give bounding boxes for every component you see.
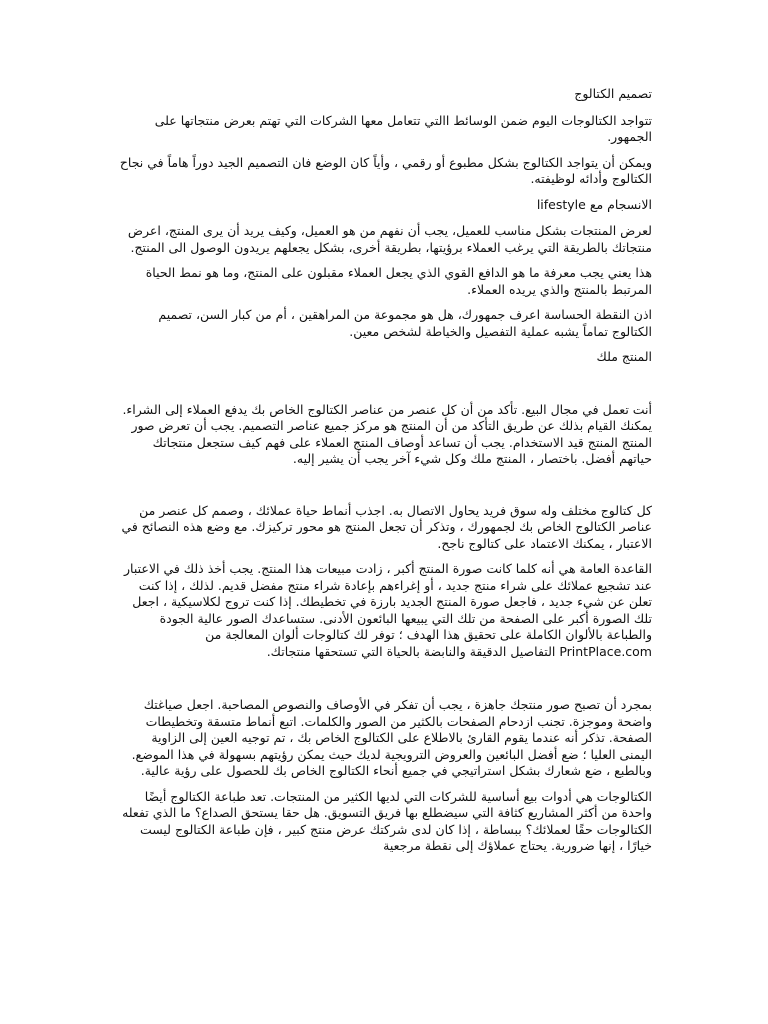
blank-gap <box>118 669 652 697</box>
intro-paragraph-2: ويمكن أن يتواجد الكتالوج بشكل مطبوع أو رقمي ، وأياً كان الوضع فان التصميم الجيد دوراً هاماً في نجاح الكتالوج وأدائه لوظيفته. <box>119 154 652 186</box>
blank-gap <box>118 376 652 402</box>
section-heading-product: المنتج ملك <box>596 349 652 364</box>
section-heading-lifestyle: الانسجام مع lifestyle <box>536 196 652 212</box>
lifestyle-paragraph-3: اذن النقطة الحساسة اعرف جمهورك، هل هو مجموعة من المراهقين ، أم من كبار السن، تصميم الكتالوج تماماً يشبه عملية التفصيل والخياطة لشخص معين. <box>158 307 652 339</box>
lifestyle-paragraph-2: هذا يعني يجب معرفة ما هو الدافع القوي الذي يجعل العملاء مقبلون على المنتج، وما هو نمط الحياة المرتبط بالمنتج والذي يريده العملاء. <box>145 265 652 297</box>
blank-gap <box>118 477 652 503</box>
lifestyle-paragraph-1: لعرض المنتجات بشكل مناسب للعميل، يجب أن نفهم من هو العميل، وكيف يريد أن يرى المنتج، اعرض منتجاتك بالطريقة التي يرغب العملاء برؤيتها، بطريقة أخرى، بشكل يجعلهم يريدون الوصول الى المنتج. <box>127 223 652 255</box>
product-paragraph-1: أنت تعمل في مجال البيع. تأكد من أن كل عنصر من عناصر الكتالوج الخاص بك يدفع العملاء إلى الشراء. يمكنك القيام بذلك عن طريق التأكد من أن المنتج هو مركز جميع عناصر التصميم. يجب أن تعرض صور المنتج المنتج قيد الاستخدام. يجب أن تساعد أوصاف المنتج العملاء على فهم كيف ستجعل منتجاتك حياتهم أفضل. باختصار ، المنتج ملك وكل شيء آخر يجب أن يشير إليه. <box>122 401 652 466</box>
document-page <box>118 86 652 864</box>
layout-paragraph-2: الكتالوجات هي أدوات بيع أساسية للشركات التي لديها الكثير من المنتجات. تعد طباعة الكتالوج أيضًا واحدة من أكثر المشاريع كثافة التي سيضطلع بها فريق التسويق. هل حقا يستحق الصداع؟ ما الذي تفعله الكتالوجات حقًا لعملائك؟ ببساطة ، إذا كان لدى شركتك عرض منتج كبير ، فإن طباعة الكتالوج ليست خيارًا ، إنها ضرورية. يحتاج عملاؤك إلى نقطة مرجعية <box>122 788 652 853</box>
document-title: تصميم الكتالوج <box>574 86 652 101</box>
catalog-paragraph-1: كل كتالوج مختلف وله سوق فريد يحاول الاتصال به. اجذب أنماط حياة عملائك ، وصمم كل عنصر من عناصر الكتالوج الخاص بك لجمهورك ، وتذكر أن تجعل المنتج هو محور تركيزك. مع وضع هذه النصائح في الاعتبار ، يمكنك الاعتماد على كتالوج ناجح. <box>121 502 652 551</box>
intro-paragraph-1: تتواجد الكتالوجات اليوم ضمن الوسائط االتي تتعامل معها الشركات التي تهتم بعرض منتجاتها على الجمهور. <box>154 112 652 144</box>
catalog-paragraph-2: القاعدة العامة هي أنه كلما كانت صورة المنتج أكبر ، زادت مبيعات هذا المنتج. يجب أخذ ذلك في الاعتبار عند تشجيع عملائك على شراء منتج جديد ، أو إغراءهم بإعادة شراء منتج مفضل قديم. لذلك ، إذا كنت تعلن عن شيء جديد ، فاجعل صورة المنتج الجديد بارزة في تخطيطك. إذا كنت تروج لكلاسيكية ، اجعل تلك الصورة أكبر على الصفحة من تلك التي يبيعها البائعون الأدنى. ستساعدك الصور عالية الجودة والطباعة بالألوان الكاملة على تحقيق هذا الهدف ؛ توفر لك كتالوجات ألوان المعالجة من PrintPlace.com التفاصيل الدقيقة والنابضة بالحياة التي تستحقها منتجاتك. <box>124 561 652 659</box>
layout-paragraph-1: بمجرد أن تصبح صور منتجك جاهزة ، يجب أن تفكر في الأوصاف والنصوص المصاحبة. اجعل صياغتك واضحة وموجزة. تجنب ازدحام الصفحات بالكثير من الصور والكلمات. اتبع أنماط متسقة وتخطيطات الصفحة. تذكر أنه عندما يقوم القارئ بالاطلاع على الكتالوج الخاص بك ، تم توجيه العين إلى الزاوية اليمنى العليا ؛ ضع أفضل البائعين والعروض الترويجية لديك حيث يمكن رؤيتهم بسهولة في هذا الموضع. وبالطبع ، ضع شعارك بشكل استراتيجي في جميع أنحاء الكتالوج الخاص بك للحصول على رؤية عالية. <box>131 697 652 778</box>
